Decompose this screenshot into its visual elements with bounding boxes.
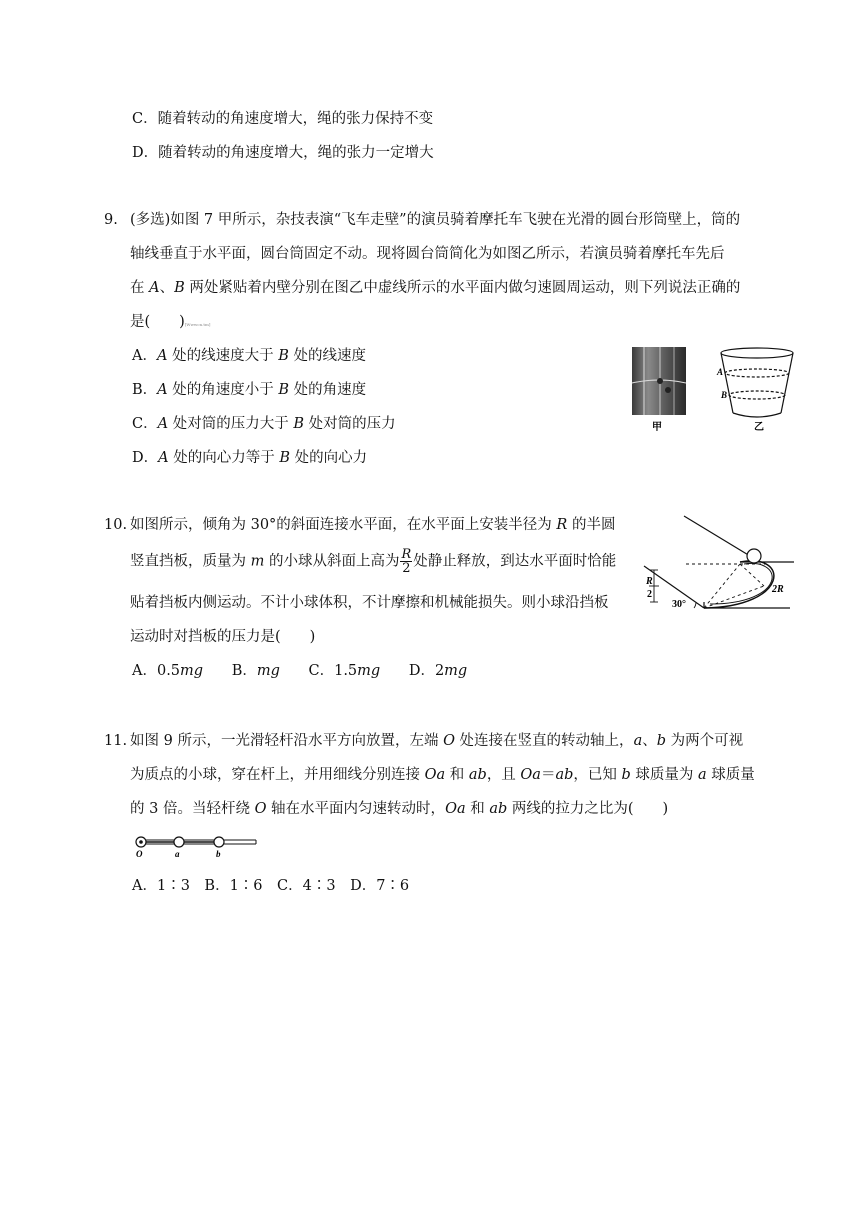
cone-point-a-label: A xyxy=(717,367,724,377)
label-b: b xyxy=(216,849,221,858)
q9-figure xyxy=(630,343,802,435)
q9-number: 9. xyxy=(104,212,118,228)
q9-option-c: C．A 处对筒的压力大于 B 处对筒的压力 xyxy=(132,416,396,432)
motorcycle-drum-photo xyxy=(632,347,686,415)
figure-label-jia: 甲 xyxy=(652,422,662,433)
q9-stem-line3: 在 A、B 两处紧贴着内壁分别在图乙中虚线所示的水平面内做匀速圆周运动，则下列说法正确的 xyxy=(130,280,741,296)
ball-b xyxy=(214,837,224,847)
q10-stem-line2: 竖直挡板，质量为 m 的小球从斜面上高为 $\frac{R}{2}$ 处静止释放，到达水平面时恰能 xyxy=(130,547,617,576)
pivot-o xyxy=(136,837,146,847)
q9-option-b: B．A 处的角速度小于 B 处的角速度 xyxy=(132,382,367,398)
label-a: a xyxy=(175,849,180,858)
q11-stem-line2: 为质点的小球，穿在杆上，并用细线分别连接 Oa 和 ab，且 Oa＝ab，已知 b 球质量为 a 球质量 xyxy=(130,767,755,783)
q10-stem-line3: 贴着挡板内侧运动。不计小球体积，不计摩擦和机械能损失。则小球沿挡板 xyxy=(130,595,609,611)
q9-stem-line2: 轴线垂直于水平面，圆台筒固定不动。现将圆台筒简化为如图乙所示，若演员骑着摩托车先后 xyxy=(130,246,725,262)
ball-a xyxy=(174,837,184,847)
q8-option-c: C．随着转动的角速度增大，绳的张力保持不变 xyxy=(132,111,434,127)
figure-label-yi: 乙 xyxy=(754,422,764,433)
diameter-label: 2R xyxy=(772,584,784,595)
q11-number: 11. xyxy=(104,733,128,749)
q9-watermark-text: [Wwwcn.tm] xyxy=(184,322,211,327)
incline-line xyxy=(684,516,750,556)
label-o: O xyxy=(136,849,143,858)
truncated-cone-diagram xyxy=(721,348,793,417)
q10-option-c: C．1.5mg xyxy=(308,663,381,679)
q11-stem-line3: 的 3 倍。当轻杆绕 O 轴在水平面内匀速转动时，Oa 和 ab 两线的拉力之比为( ) xyxy=(130,801,669,817)
ball xyxy=(747,549,761,563)
q10-stem-line4: 运动时对挡板的压力是( ) xyxy=(130,629,316,645)
q9-stem-line4: 是( )[Wwwcn.tm] xyxy=(130,314,211,330)
q11-stem-line1: 如图 9 所示，一光滑轻杆沿水平方向放置，左端 O 处连接在竖直的转动轴上，a、b 为两个可视 xyxy=(130,733,744,749)
q10-option-a: A．0.5mg xyxy=(132,663,204,679)
q10-options xyxy=(132,661,467,681)
q11-figure xyxy=(132,832,260,858)
q9-option-d: D．A 处的向心力等于 B 处的向心力 xyxy=(132,450,368,466)
height-fraction: $\frac{R}{2}$ xyxy=(401,547,412,576)
cone-point-b-label: B xyxy=(721,390,728,400)
q11-options: A．1∶3 B．1∶6 C．4∶3 D．7∶6 xyxy=(132,878,410,894)
q10-number: 10. xyxy=(104,517,128,533)
q10-stem-line1: 如图所示，倾角为 30°的斜面连接水平面，在水平面上安装半径为 R 的半圆 xyxy=(130,517,616,533)
q9-stem-line1: (多选)如图 7 甲所示，杂技表演“飞车走壁”的演员骑着摩托车飞驶在光滑的圆台形筒壁上，筒的 xyxy=(130,212,741,228)
q10-option-b: B．mg xyxy=(231,663,280,679)
angle-arc xyxy=(694,602,696,608)
height-label-2: 2 xyxy=(647,589,652,600)
angle-label: 30° xyxy=(672,599,686,610)
q9-option-a: A．A 处的线速度大于 B 处的线速度 xyxy=(132,348,366,364)
q10-figure xyxy=(640,512,800,628)
q8-option-d: D．随着转动的角速度增大，绳的张力一定增大 xyxy=(132,145,434,161)
q10-option-d: D．2mg xyxy=(408,663,468,679)
height-label-r: R xyxy=(646,576,653,587)
